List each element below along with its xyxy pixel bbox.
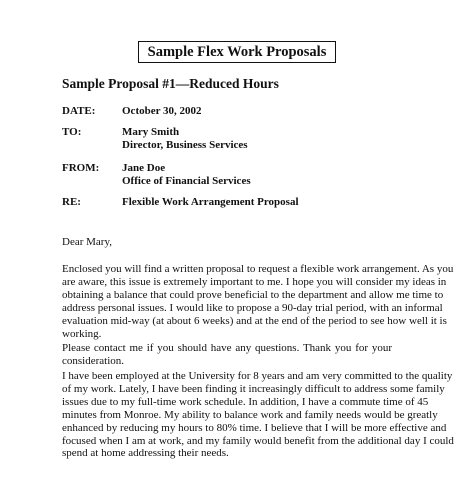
paragraph-background (62, 370, 454, 460)
paragraph-line: I have been employed at the University for 8 years and am very committed to the quality (62, 370, 453, 382)
memo-to-label: TO: (62, 126, 82, 138)
memo-date-label: DATE: (62, 105, 96, 117)
paragraph-line: spend at home addressing their needs. (62, 447, 229, 460)
paragraph-line: of my work. Lately, I have been finding it increasingly difficult to address some family (62, 382, 445, 395)
memo-re-label: RE: (62, 196, 81, 208)
memo-date-value: October 30, 2002 (122, 105, 202, 117)
memo-to-name: Mary Smith (122, 126, 180, 138)
memo-re-value: Flexible Work Arrangement Proposal (122, 196, 299, 208)
memo-from-name: Jane Doe (122, 162, 166, 174)
paragraph-line: minutes from Monroe. My ability to balance work and family needs would be greatly (62, 408, 438, 421)
paragraph-line: obtaining a balance that could prove beneficial to the department and allow me time to (62, 288, 444, 301)
paragraph-line: focused when I am at work, and my family would benefit from the additional day I could (62, 434, 454, 447)
salutation: Dear Mary, (62, 236, 112, 248)
paragraph-line: are aware, this issue is extremely important to me. I hope you will consider my ideas in (62, 275, 447, 288)
paragraph-intro (62, 263, 454, 340)
proposal-heading: Sample Proposal #1—Reduced Hours (62, 76, 279, 91)
paragraph-line: Enclosed you will find a written proposal to request a flexible work arrangement. As you (62, 263, 454, 275)
paragraph-contact: Please contact me if you should have any questions. Thank you for your consideration. (62, 342, 392, 367)
memo-from-title: Office of Financial Services (122, 175, 251, 187)
memo-from-label: FROM: (62, 162, 100, 174)
paragraph-line: issues due to my full-time work schedule. In addition, I have a commute time of 45 (62, 395, 429, 408)
paragraph-line: enhanced by reducing my hours to 80% time. I believe that I will be more effective and (62, 421, 447, 434)
memo-to-title: Director, Business Services (122, 139, 248, 151)
paragraph-line: working. (62, 327, 102, 340)
paragraph-line: address personal issues. I would like to propose a 90-day trial period, with an informal (62, 301, 443, 314)
paragraph-line: evaluation mid-way (at about 6 weeks) and at the end of the period to see how well it is (62, 314, 447, 327)
document-title: Sample Flex Work Proposals (138, 41, 336, 63)
